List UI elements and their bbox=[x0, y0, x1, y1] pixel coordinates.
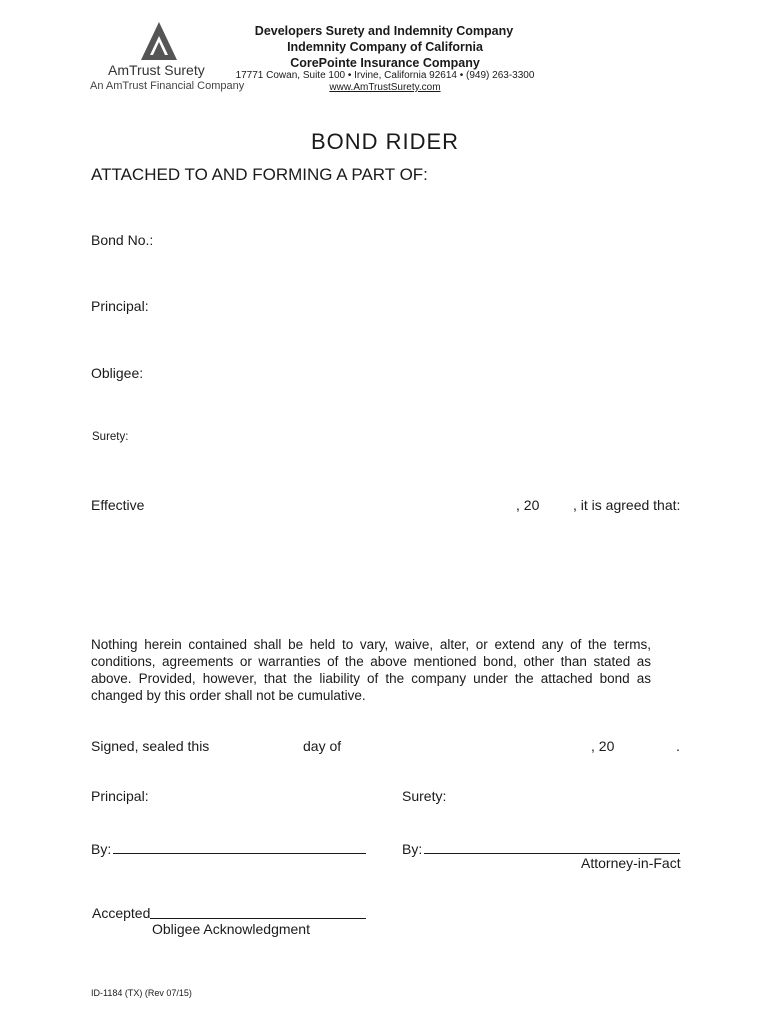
accepted-label: Accepted bbox=[92, 905, 151, 921]
day-of-label: day of bbox=[303, 738, 342, 754]
principal-signature-line bbox=[113, 853, 366, 854]
obligee-label: Obligee: bbox=[91, 365, 144, 381]
company-name-3: CorePointe Insurance Company bbox=[290, 56, 480, 70]
agreed-text: , it is agreed that: bbox=[573, 497, 681, 513]
company-website-link[interactable]: www.AmTrustSurety.com bbox=[329, 82, 441, 93]
company-name-1: Developers Surety and Indemnity Company bbox=[254, 24, 514, 38]
surety-by-label: By: bbox=[402, 841, 423, 857]
signed-year-prefix: , 20 bbox=[591, 738, 615, 754]
signed-period: . bbox=[676, 738, 680, 754]
brand-name: AmTrust Surety bbox=[108, 62, 205, 78]
principal-signature-label: Principal: bbox=[91, 788, 149, 804]
bond-no-label: Bond No.: bbox=[91, 232, 154, 248]
principal-by-label: By: bbox=[91, 841, 112, 857]
signed-sealed-label: Signed, sealed this bbox=[91, 738, 210, 754]
surety-signature-label: Surety: bbox=[402, 788, 447, 804]
rider-body-paragraph: Nothing herein contained shall be held to vary, waive, alter, or extend any of the terms, conditions, agreements or warranties of the above mentioned bond, other than stated as above. Provided, however, that the liability of the company under the attached bond as changed by this order shall not be cumulative. bbox=[91, 637, 651, 703]
company-address: 17771 Cowan, Suite 100 • Irvine, California 92614 • (949) 263-3300 bbox=[235, 70, 535, 81]
company-name-2: Indemnity Company of California bbox=[287, 40, 483, 54]
effective-label: Effective bbox=[91, 497, 145, 513]
attorney-in-fact-label: Attorney-in-Fact bbox=[581, 855, 681, 871]
obligee-acceptance-line bbox=[150, 918, 366, 919]
brand-tagline: An AmTrust Financial Company bbox=[90, 80, 245, 92]
document-subtitle: ATTACHED TO AND FORMING A PART OF: bbox=[91, 165, 428, 184]
surety-label: Surety: bbox=[92, 431, 129, 443]
form-id: ID-1184 (TX) (Rev 07/15) bbox=[91, 988, 192, 998]
document-title: BOND RIDER bbox=[310, 129, 460, 154]
principal-label: Principal: bbox=[91, 298, 149, 314]
effective-year-prefix: , 20 bbox=[516, 497, 540, 513]
surety-signature-line bbox=[424, 853, 680, 854]
obligee-acknowledgment-label: Obligee Acknowledgment bbox=[152, 921, 310, 937]
